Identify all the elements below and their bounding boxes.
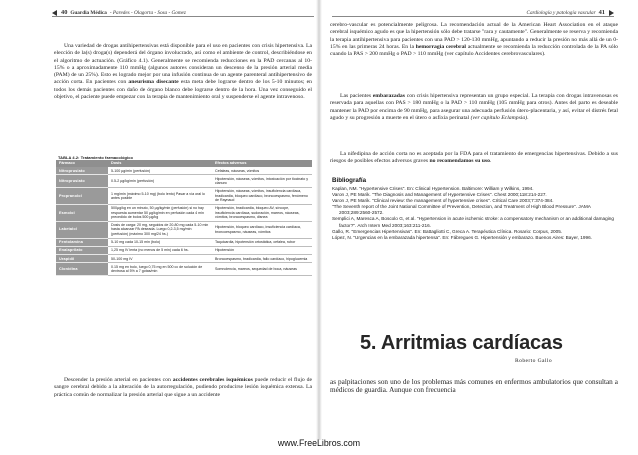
text-segment: La nifedipina de acción corta no es aceptada por la FDA para el tratamiento de emergencias hipertensivas. Debido a sus riesgos de posibles efectos adversos graves [330, 151, 618, 165]
effects-cell: Hipotensión [212, 246, 312, 254]
left-paragraph-1 [54, 43, 312, 101]
effects-cell: Hipotensión, bradicardia, bloqueo AV, síncope, insuficiencia cardíaca, sudoración, mareos, náuseas, vómitos, broncoespasmo, disnea [212, 204, 312, 221]
drug-cell: Urapidil [56, 255, 108, 263]
dose-cell: Dosis de carga: 20 mg, seguidos de 20-80 mg cada 5-10 min hasta alcanzar PA deseada. Luego 0,2-3,5 mg/min (perfusión) (máximo 300 mg/24 hs.) [108, 221, 212, 238]
chapter-title: 5. Arritmias cardíacas [360, 332, 563, 354]
dose-cell: 1,25 mg IV lenta (no menos de 5 min) cada 6 hs. [108, 246, 212, 254]
right-page [320, 0, 638, 430]
dose-cell: 500µg/kg en un minuto, 50 µg/kg/min (perfusión) si no hay respuesta aumentar 50 µg/kg/min en perfusión cada 4 min precedido de bolos 500 µg/kg [108, 204, 212, 221]
text-segment: con crisis hipertensiva representan un grupo especial. La terapia con drogas intravenosas es reservada para aquellas con PAS > 180 mmHg o la PAD > 110 mmHg (105 mmHg para otros). Antes del parto es deseable mantener la PAD por encima de 90 mmHg, para asegurar una adecuada perfusión útero-placentaria, y así, evitar el distrés fetal agudo y su progresión a muerte en el útero o asfixia perinatal [330, 93, 618, 121]
effects-cell: Hipotensión, náuseas, vómitos, intoxicación por tiocinato y cianuro [212, 175, 312, 188]
left-page [0, 0, 318, 430]
right-page-number: 41 [598, 9, 605, 16]
left-page-number: 40 [61, 9, 68, 16]
text-segment: Descender la presión arterial en pacientes con [64, 377, 173, 383]
bibliography-entry: Gallo, R. "Emergencias Hipertensivas". En: Battagliotti C, Greca A. Terapéutica Clínica. Rosario: Corpus, 2005. [332, 228, 563, 234]
header-dose: Dosis [108, 160, 212, 167]
magazine-name: Guardia Médica [70, 10, 107, 16]
effects-cell: Hipotensión, bloqueo cardíaco, insuficiencia cardíaca, broncoespasmo, náuseas, vómitos [212, 221, 312, 238]
effects-cell: Broncoespasmo, bradicardia, fallo cardíaco, hipoglucemia [212, 255, 312, 263]
table-row [56, 221, 312, 238]
effects-cell: Cefaleas, náuseas, vómitos [212, 167, 312, 175]
left-arrow-icon [52, 10, 57, 16]
text-segment: embarazadas [372, 93, 405, 99]
text-segment: actualmente se recomienda la reducción controlada de la PA sólo cuando la PAS > 200 mmHg o PAD > 110 mmHg (ver capítulo Accidentes cerebrovasculares). [330, 43, 618, 57]
text-segment: Una variedad de drogas antihipertensivas está disponible para el uso en pacientes con crisis hipertensiva. La elección de la(s) droga(s) dependerá del órgano involucrado, así como el ambiente de control, describiéndose en el algoritmo de actuación. (Gráfico 4.1). Generalmente se recomienda reducciones en la PAD cercanas al 10-15% o a aproximadamente 110 mmHg (algunos autores consideran un descenso de la presión arterial media (PAM) de un 25%). Esto es logrado mejor por una infusión continua de un agente parenteral antihipertensivo de acción corta. En pacientes con [54, 43, 312, 86]
text-segment: puede reducir el flujo de sangre cerebral debido a la alteración de la autorregulación, pudiendo producirse lesión isquémica extensa. La práctica común de normalizar la presión arterial que sigue a un accidente [54, 377, 312, 398]
right-paragraph-1 [330, 22, 618, 58]
drug-cell: Nitroprusiato [56, 167, 108, 175]
dose-cell: 5-100 µg/min (perfusión) [108, 167, 212, 175]
table-header-row [56, 160, 312, 167]
footer-url[interactable]: www.FreeLibros.com [277, 438, 361, 448]
table-title: TABLA 4.2: Tratamiento farmacológico [58, 155, 133, 160]
drug-cell: Esmolol [56, 204, 108, 221]
bibliography-entry: Varon J, PE Marik. "The Diagnosis and Management of Hypertensive Crises". Chest 2000;118:214-227. [332, 192, 547, 198]
text-segment: . [489, 158, 492, 165]
left-running-header [52, 5, 314, 17]
chapter-author: Roberto Gallo [515, 358, 553, 364]
bibliography-title: Bibliografía [332, 177, 367, 184]
right-paragraph-2 [330, 93, 618, 122]
drug-cell: Labetalol [56, 221, 108, 238]
drug-cell: Propranolol [56, 187, 108, 204]
dose-cell: 50-100 mg IV [108, 255, 212, 263]
dose-cell: 0.15 mg en bolo, luego 0,75 mg en 500 cc de solución de dextrosa al 5% a 7 gotas/min [108, 263, 212, 276]
text-segment: Las pacientes [340, 93, 373, 99]
drug-cell: Enalaprilato [56, 246, 108, 254]
text-segment: aneurisma disecante [128, 79, 179, 86]
text-segment: (ver capítulo Eclampsia) [470, 114, 528, 121]
table-body [56, 167, 312, 276]
table-row [56, 255, 312, 263]
text-segment: esta meta debe lograrse dentro de los 5-10 minutos; en todos los demás pacientes con daño de órgano blanco debe lograrse dentro de la hora. Una vez conseguido el objetivo, el paciente puede empezar con la terapia de mantenimiento oral y suspenderse el agente intravenoso. [54, 79, 313, 100]
table-row [56, 246, 312, 254]
left-paragraph-2 [54, 377, 312, 399]
dose-cell: 0.5-2 µg/kg/min (perfusión) [108, 175, 212, 188]
text-segment: . [527, 114, 529, 121]
table-row [56, 204, 312, 221]
drug-cell: Nitroprusiato [56, 175, 108, 188]
table-row [56, 263, 312, 276]
effects-cell: Hipotensión, náuseas, vómitos, insuficiencia cardíaca, bradicardia, bloqueo cardíaco, broncoespasmo, fenómeno de Raynaud [212, 187, 312, 204]
bibliography-entry: Varon J, PE Marik. "Clinical review: the management of hypertensive crises". Critical Care 2003;7:374-384. [332, 198, 554, 204]
text-segment: hemorragia cerebral [415, 43, 467, 50]
bibliography-entry: López, N. "Urgencias en la embarazada hipertensa". En: Fábregues G. Hipertensión y embarazo. Buenos Aires: Bayer, 1996. [332, 234, 592, 240]
text-segment: cerebro-vascular es potencialmente peligrosa. La recomendación actual de la American Heart Association en el ataque cerebral isquémico agudo es que la hipertensión sólo debe tratarse "rara y cautamente". Generalmente se reserva y recomienda la terapia antihipertensiva para pacientes con una PAD > 120-130 mmHg, apuntando a reducir la presión no más allá de un 0-15% en las primeras 24 horas. En la [330, 22, 618, 50]
effects-cell: Somnolencia, mareos, sequedad de boca, náuseas [212, 263, 312, 276]
header-authors: - Paredes - Olagorta - Sosa - Gomez [109, 10, 186, 16]
drug-cell: Fentolamina [56, 238, 108, 246]
right-paragraph-3 [330, 151, 618, 166]
text-segment: no recomendamos su uso [429, 158, 490, 165]
bibliography-list [332, 186, 614, 241]
header-section: Cardiología y patología vascular [526, 10, 596, 16]
table-row [56, 187, 312, 204]
right-running-header [332, 5, 614, 17]
chapter-opening-paragraph: as palpitaciones son uno de los problemas más comunes en enfermos ambulatorios que consultan a médicos de guardia. Aunque con frecuencia [330, 378, 618, 395]
bibliography-entry: "The Seventh report of the Joint National Committee of Prevention, Detection, and Treatment of High Blood Pressure". JAMA 2003;289:2560-2572. [332, 204, 591, 216]
bibliography-entry: Kaplan, NM. "Hypertensive Crises". En: Clinical Hypertension. Baltimore: William y Wilkins, 1994. [332, 186, 534, 191]
drug-cell: Clonidina [56, 263, 108, 276]
drug-treatment-table [56, 160, 312, 276]
table-row [56, 175, 312, 188]
dose-cell: 1 mg/min (máximo 5-10 mg) (bolo lento) Pasar a vía oral lo antes posible [108, 187, 212, 204]
table-row [56, 167, 312, 175]
effects-cell: Taquicardia, hipotensión ortostática, cefalea, rubor [212, 238, 312, 246]
table-row [56, 238, 312, 246]
header-drug: Fármaco [56, 160, 108, 167]
header-effects: Efectos adversos [212, 160, 312, 167]
right-arrow-icon [609, 10, 614, 16]
dose-cell: 5-10 mg cada 10-15 min (bolo) [108, 238, 212, 246]
text-segment: accidentes cerebrales isquémicos [172, 377, 253, 383]
bibliography-entry: Semplici A, Maresca A, Boscolo G, et al. "Hypertension in acute ischemic stroke: a compensatory mechanism or an additional damaging factor?". Arch Intern Med 2003;163:211-216. [332, 216, 615, 228]
